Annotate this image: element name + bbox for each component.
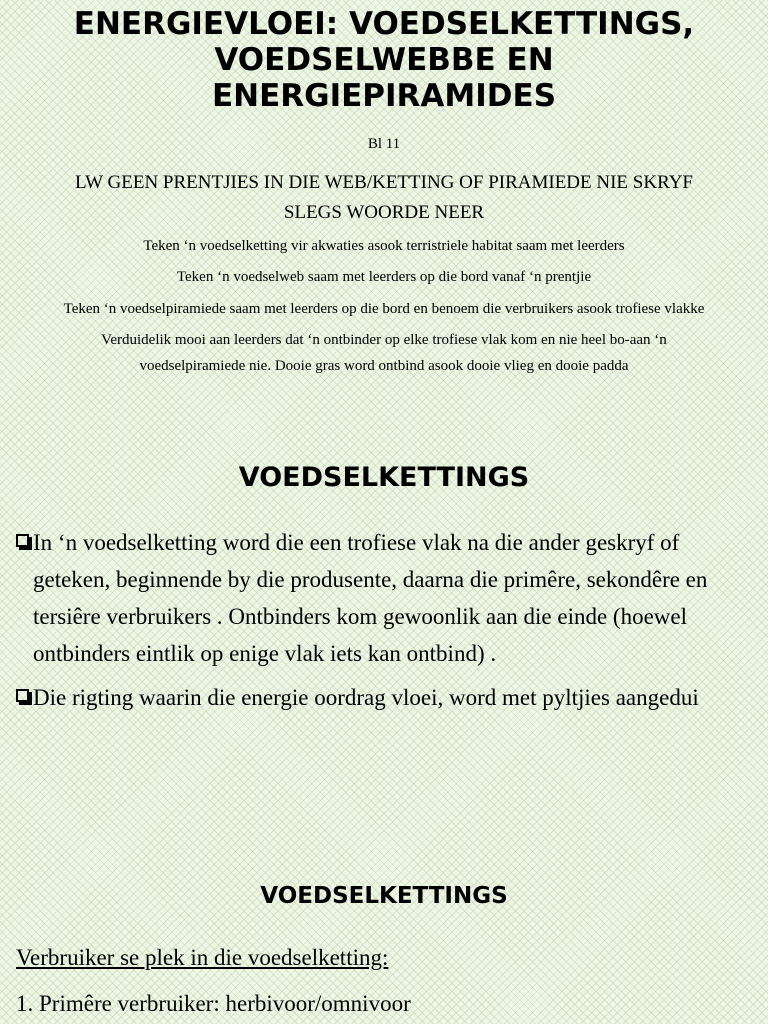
instruction-line: Verduidelik mooi aan leerders dat ‘n ontbinder op elke trofiese vlak kom en nie heel bo-aan ‘n voedselpiramiede nie. Dooie gras word ontbind asook dooie vlieg en dooie padda (101, 332, 667, 374)
sub-heading: Verbruiker se plek in die voedselketting: (16, 945, 389, 970)
checkbox-bullet-icon (16, 534, 29, 547)
list-item: 1. Primêre verbruiker: herbivoor/omnivoor (16, 991, 411, 1016)
bullet-item (16, 524, 764, 672)
page-title (0, 6, 768, 114)
section-title: VOEDSELKETTINGS (260, 883, 508, 909)
title-line-3: ENERGIEPIRAMIDES (211, 78, 557, 114)
section-title: VOEDSELKETTINGS (238, 462, 530, 493)
warning-note (20, 168, 748, 228)
bullet-text: In ‘n voedselketting word die een trofiese vlak na die ander geskryf of geteken, beginnende by die produsente, daarna die primêre, sekondêre en tersiêre verbruikers . Ontbinders kom gewoonlik aan die einde (hoewel ontbinders eintlik op enige vlak iets kan ontbind) . (33, 530, 708, 666)
warning-line-2: SLEGS WOORDE NEER (283, 202, 485, 223)
instruction-line: Teken ‘n voedselpiramiede saam met leerders op die bord en benoem die verbruikers asook trofiese vlakke (63, 301, 705, 317)
instruction-line: Teken ‘n voedselketting vir akwaties asook terristriele habitat saam met leerders (143, 238, 625, 254)
page-reference: Bl 11 (367, 136, 401, 152)
bullet-text: Die rigting waarin die energie oordrag vloei, word met pyltjies aangedui (33, 685, 699, 710)
bullet-item (16, 679, 764, 716)
title-line-1: ENERGIEVLOEI: VOEDSELKETTINGS, (73, 6, 695, 42)
instruction-line: Teken ‘n voedselweb saam met leerders op die bord vanaf ‘n prentjie (176, 269, 592, 285)
warning-line-1: LW GEEN PRENTJIES IN DIE WEB/KETTING OF PIRAMIEDE NIE SKRYF (74, 172, 693, 193)
checkbox-bullet-icon (16, 689, 29, 702)
title-line-2: VOEDSELWEBBE EN (214, 42, 554, 78)
